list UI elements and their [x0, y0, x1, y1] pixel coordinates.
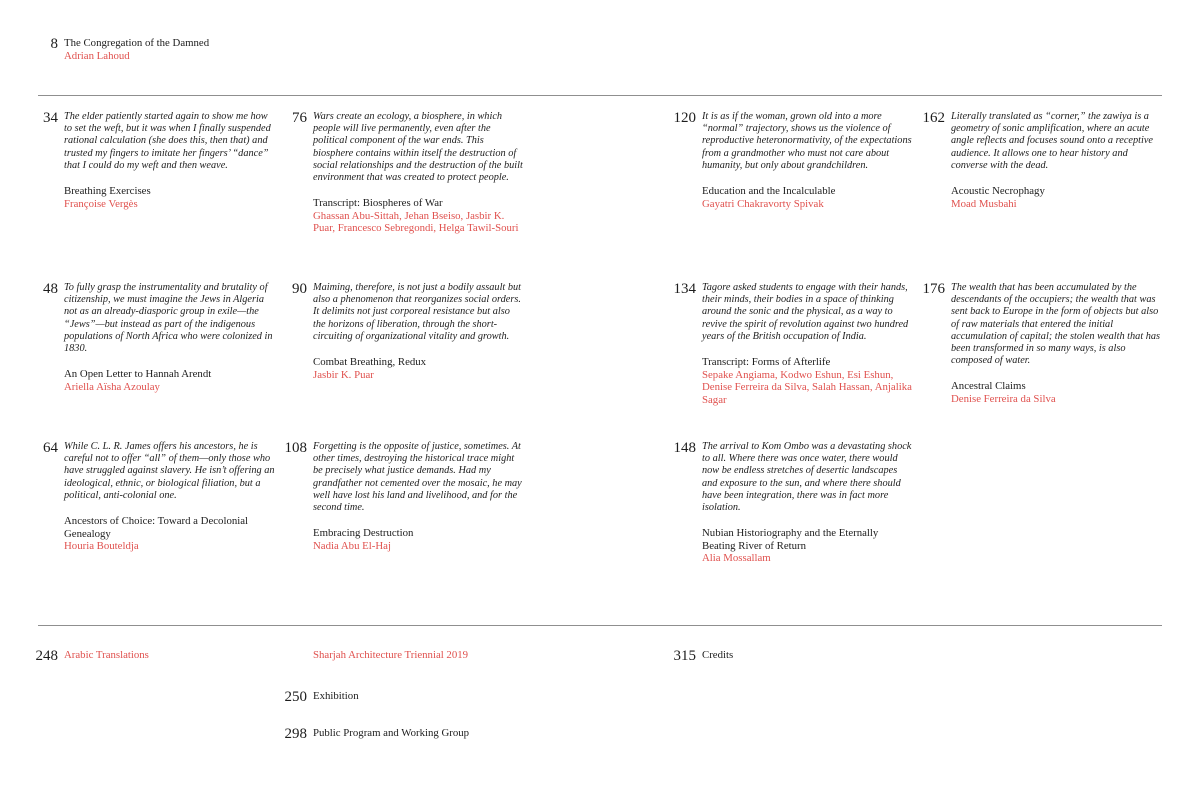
entry-author: Houria Bouteldja	[64, 540, 139, 553]
entry-author: Ghassan Abu-Sittah, Jehan Bseiso, Jasbir K. Puar, Francesco Sebregondi, Helga Tawil-Souri	[313, 209, 519, 235]
entry-author: Nadia Abu El-Haj	[313, 539, 391, 552]
page-number: 148	[673, 440, 696, 456]
top-divider	[38, 95, 1162, 96]
entry-title: Embracing Destruction	[313, 527, 414, 540]
entry-author: Gayatri Chakravorty Spivak	[702, 197, 824, 210]
section-label: Exhibition	[313, 690, 359, 702]
page-number: 250	[284, 689, 307, 705]
page-number: 176	[922, 281, 945, 297]
entry-quote: The arrival to Kom Ombo was a devastating shock to all. Where there was once water, there would now be endless stretches of desertic landscapes and exposure to the sun, and where there should have been integration, there was in fact more isolation.	[702, 441, 912, 514]
bottom-divider	[38, 625, 1162, 626]
entry-title: Ancestors of Choice: Toward a Decolonial Genealogy	[64, 515, 249, 540]
entry-author: Denise Ferreira da Silva	[951, 392, 1056, 405]
entry-title: Nubian Historiography and the Eternally Beating River of Return	[702, 527, 879, 552]
toc-entry[interactable]	[284, 440, 525, 552]
entry-author: Ariella Aïsha Azoulay	[64, 380, 160, 393]
toc-entry[interactable]	[43, 281, 276, 393]
page-number: 64	[43, 440, 58, 456]
entry-author: Alia Mossallam	[702, 552, 771, 565]
section-label: Public Program and Working Group	[313, 727, 470, 739]
entry-title: Transcript: Biospheres of War	[313, 197, 443, 210]
section-label: Credits	[702, 649, 734, 661]
entry-title: Ancestral Claims	[951, 380, 1026, 393]
entry-author: Françoise Vergès	[64, 197, 138, 210]
entry-title: An Open Letter to Hannah Arendt	[64, 368, 212, 381]
toc-public-program[interactable]	[284, 726, 543, 742]
entry-author: Adrian Lahoud	[64, 49, 130, 62]
entry-quote: Forgetting is the opposite of justice, sometimes. At other times, destroying the historical trace might be precisely what justice demands. Had my grandfather not cemented over the mosaic, he may well have lost his land and livelihood, and for the second time.	[313, 441, 522, 514]
page-number: 315	[673, 648, 696, 664]
toc-entry[interactable]	[673, 110, 914, 210]
toc-entry[interactable]	[922, 110, 1163, 210]
toc-arabic-translations[interactable]	[35, 648, 294, 664]
toc-entry[interactable]	[922, 281, 1163, 405]
page-number: 76	[292, 110, 307, 126]
entry-author: Jasbir K. Puar	[313, 368, 374, 381]
page-number: 162	[922, 110, 945, 126]
toc-triennial-heading[interactable]	[313, 649, 543, 662]
entry-title: Breathing Exercises	[64, 185, 151, 198]
entry-quote: To fully grasp the instrumentality and brutality of citizenship, we must imagine the Jews in Algeria not as an already-diasporic group in exile—the “Jews”—but instead as part of the indigenous populations of North Africa who were colonized in 1830.	[64, 282, 273, 355]
entry-quote: Maiming, therefore, is not just a bodily assault but also a phenomenon that reorganizes social orders. It delimits not just corporeal resistance but also the horizons of liberation, through the short-circuiting of organizational vitality and growth.	[313, 282, 522, 342]
entry-author: Moad Musbahi	[951, 197, 1017, 210]
entry-title: Acoustic Necrophagy	[951, 185, 1045, 198]
page-number: 90	[292, 281, 307, 297]
entry-quote: Tagore asked students to engage with their hands, their minds, their bodies in a space of thinking around the sonic and the physical, as a way to revive the spirit of revolution against two hundred years of the British occupation of India.	[702, 282, 909, 342]
toc-credits[interactable]	[673, 648, 932, 664]
entry-quote: Literally translated as “corner,” the zawiya is a geometry of sonic amplification, where an acute angle reflects and focuses sound onto a receptive audience. It allows one to hear history and converse with the dead.	[951, 111, 1153, 171]
page-number: 134	[673, 281, 696, 297]
toc-entry[interactable]	[673, 281, 914, 406]
toc-entry[interactable]	[43, 440, 276, 553]
entry-author: Sepake Angiama, Kodwo Eshun, Esi Eshun, Denise Ferreira da Silva, Salah Hassan, Anjalika Sagar	[702, 368, 912, 406]
page-number: 108	[284, 440, 307, 456]
entry-quote: The wealth that has been accumulated by the descendants of the occupiers; the wealth that was sent back to Europe in the form of objects but also of raw materials that entered the initial accumulation of capital; the stolen wealth that has been transformed in so many ways, is also composed of water.	[951, 282, 1161, 367]
page-number: 34	[43, 110, 58, 126]
page-number: 298	[284, 726, 307, 742]
toc-entry[interactable]	[292, 110, 525, 235]
entry-title: Combat Breathing, Redux	[313, 356, 427, 369]
page-number: 8	[50, 36, 58, 52]
section-label: Sharjah Architecture Triennial 2019	[313, 649, 469, 661]
page-number: 248	[35, 648, 58, 664]
page-number: 48	[43, 281, 58, 297]
toc-entry[interactable]	[43, 110, 276, 210]
entry-title: The Congregation of the Damned	[64, 37, 210, 49]
toc-entry[interactable]	[292, 281, 525, 381]
entry-quote: Wars create an ecology, a biosphere, in which people will live permanently, even after the political component of the war ends. This biosphere contains within itself the destruction of social relationships and the destruction of the built environment that was created to protect people.	[313, 111, 523, 184]
toc-intro-entry[interactable]	[50, 36, 276, 62]
entry-quote: While C. L. R. James offers his ancestors, he is careful not to offer “all” of them—only those who have struggled against slavery. He isn’t offering an ideological, ethnic, or biological filiation, but a political, anti-colonial one.	[64, 441, 275, 501]
toc-entry[interactable]	[673, 440, 914, 565]
entry-quote: It is as if the woman, grown old into a more “normal” trajectory, shows us the violence of reproductive heteronormativity, of the expectations from a grandmother who must not care about humanity, but only about grandchildren.	[702, 111, 912, 171]
entry-title: Education and the Incalculable	[702, 185, 836, 198]
toc-exhibition[interactable]	[284, 689, 543, 705]
section-label: Arabic Translations	[64, 649, 149, 661]
page-number: 120	[673, 110, 696, 126]
entry-quote: The elder patiently started again to show me how to set the weft, but it was when I finally suspended rational calculation (she does this, then that) and trusted my fingers to imitate her fingers’ “dance” that I could do my weft and then weave.	[64, 111, 271, 171]
entry-title: Transcript: Forms of Afterlife	[702, 356, 831, 369]
